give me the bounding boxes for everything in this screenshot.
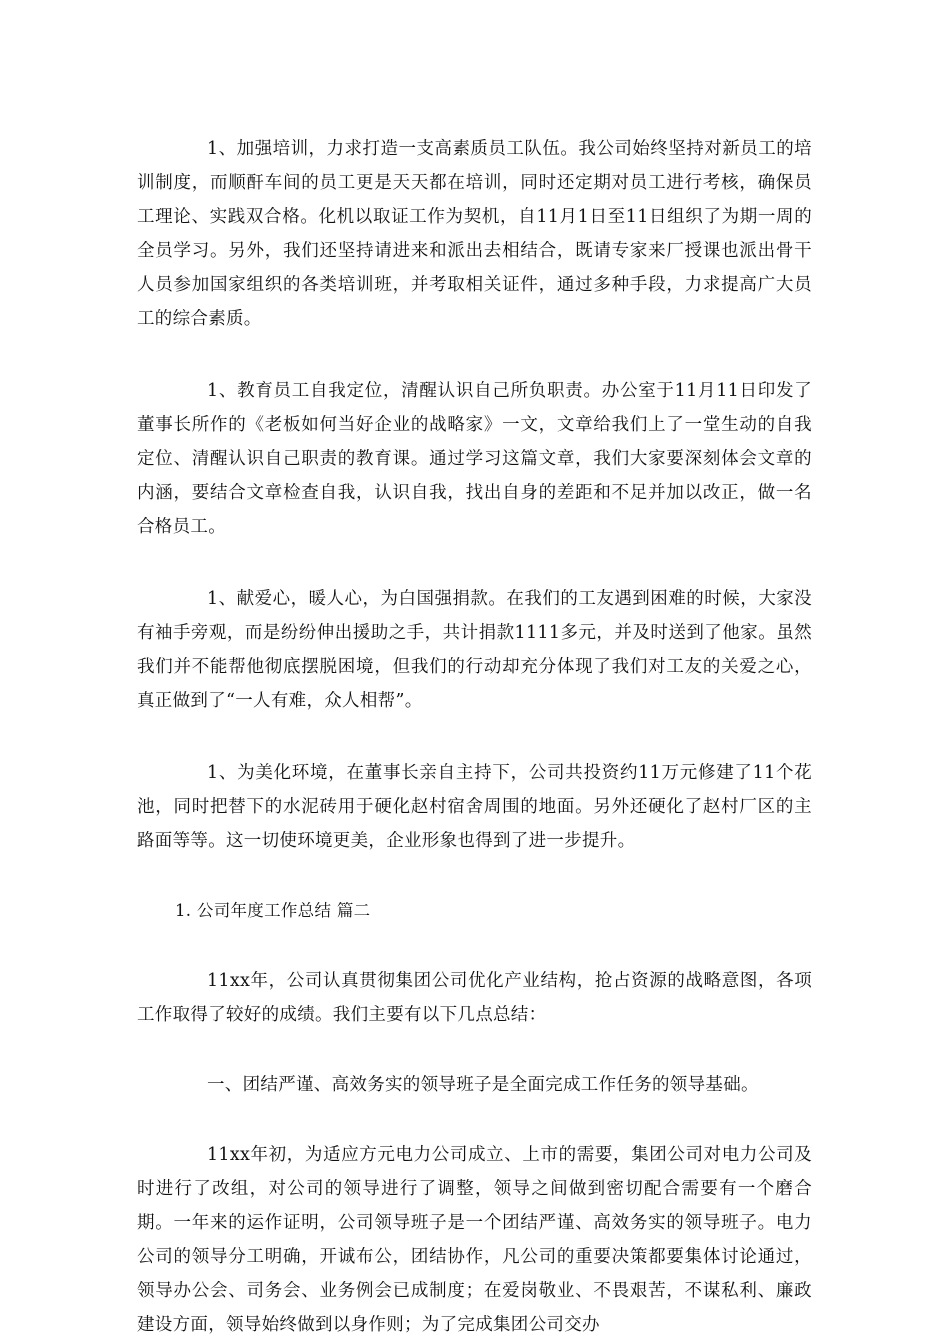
section-heading: 1. 公司年度工作总结 篇二 — [175, 901, 371, 920]
paragraph-training: 1、加强培训，力求打造一支高素质员工队伍。我公司始终坚持对新员工的培训制度，而顺酐车间的员工更是天天都在培训，同时还定期对员工进行考核，确保员工理论、实践双合格。化机以取证工作为契机，自11月1日至11日组织了为期一周的全员学习。另外，我们还坚持请进来和派出去相结合，既请专家来厂授课也派出骨干人员参加国家组织的各类培训班，并考取相关证件，通过多种手段，力求提高广大员工的综合素质。 — [137, 139, 812, 329]
point-one-heading: 一、团结严谨、高效务实的领导班子是全面完成工作任务的领导基础。 — [207, 1075, 759, 1095]
document-body — [137, 132, 812, 1342]
paragraph-intro: 11xx年，公司认真贯彻集团公司优化产业结构，抢占资源的战略意图，各项工作取得了较好的成绩。我们主要有以下几点总结： — [137, 971, 812, 1025]
paragraph-self-positioning: 1、教育员工自我定位，清醒认识自己所负职责。办公室于11月11日印发了董事长所作的《老板如何当好企业的战略家》一文，文章给我们上了一堂生动的自我定位、清醒认识自己职责的教育课。通过学习这篇文章，我们大家要深刻体会文章的内涵，要结合文章检查自我，认识自我，找出自身的差距和不足并加以改正，做一名合格员工。 — [137, 381, 812, 537]
paragraph-leadership: 11xx年初，为适应方元电力公司成立、上市的需要，集团公司对电力公司及时进行了改组，对公司的领导进行了调整，领导之间做到密切配合需要有一个磨合期。一年来的运作证明，公司领导班子是一个团结严谨、高效务实的领导班子。电力公司的领导分工明确，开诚布公，团结协作，凡公司的重要决策都要集体讨论通过，领导办公会、司务会、业务例会已成制度；在爱岗敬业、不畏艰苦，不谋私利、廉政建设方面，领导始终做到以身作则；为了完成集团公司交办 — [137, 1145, 812, 1335]
paragraph-donation: 1、献爱心，暖人心，为白国强捐款。在我们的工友遇到困难的时候，大家没有袖手旁观，而是纷纷伸出援助之手，共计捐款1111多元，并及时送到了他家。虽然我们并不能帮他彻底摆脱困境，但我们的行动却充分体现了我们对工友的关爱之心，真正做到了“一人有难，众人相帮”。 — [137, 589, 812, 711]
paragraph-environment: 1、为美化环境，在董事长亲自主持下，公司共投资约11万元修建了11个花池，同时把替下的水泥砖用于硬化赵村宿舍周围的地面。另外还硬化了赵村厂区的主路面等等。这一切使环境更美，企业形象也得到了进一步提升。 — [137, 763, 812, 851]
